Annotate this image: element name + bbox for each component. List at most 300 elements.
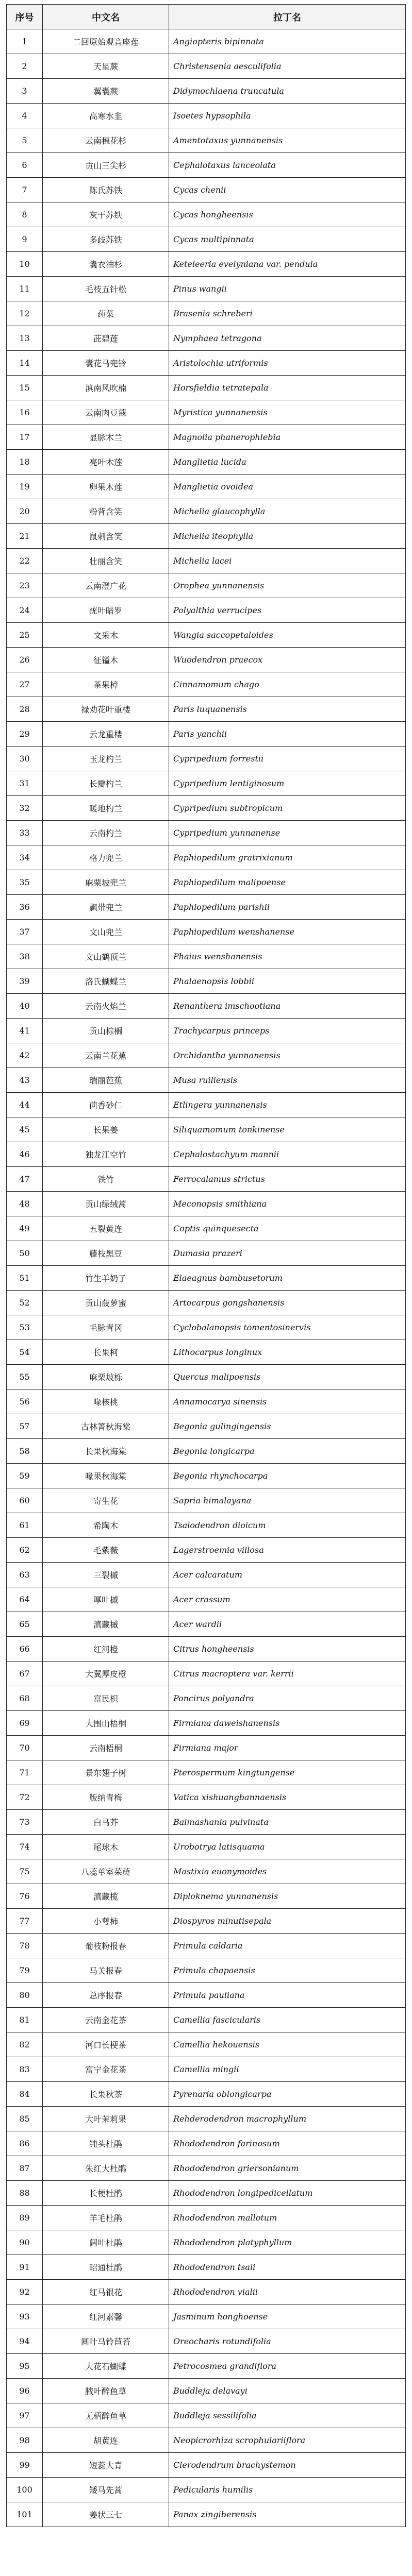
chinese-name-cell: 贡山三尖杉 bbox=[43, 153, 169, 178]
table-row bbox=[7, 1043, 406, 1068]
chinese-name-cell: 贡山绿绒蒿 bbox=[43, 1192, 169, 1216]
latin-name-cell: Manglietia ovoidea bbox=[169, 474, 406, 499]
latin-name-cell: Jasminum honghoense bbox=[169, 2304, 406, 2329]
chinese-name-cell: 毛脉青冈 bbox=[43, 1315, 169, 1340]
serial-number-cell: 34 bbox=[7, 845, 43, 870]
table-row bbox=[7, 2502, 406, 2527]
latin-name-cell: Dumasia prazeri bbox=[169, 1241, 406, 1266]
serial-number-cell: 95 bbox=[7, 2354, 43, 2379]
table-row bbox=[7, 1983, 406, 2008]
latin-name-cell: Acer calcaratum bbox=[169, 1563, 406, 1587]
chinese-name-cell: 葡枝粉报春 bbox=[43, 1934, 169, 1958]
table-row bbox=[7, 2008, 406, 2032]
latin-name-cell: Citrus macroptera var. kerrii bbox=[169, 1662, 406, 1686]
table-row bbox=[7, 1488, 406, 1513]
latin-name-cell: Primula chapaensis bbox=[169, 1958, 406, 1983]
table-row bbox=[7, 672, 406, 697]
chinese-name-cell: 羊毛杜鹃 bbox=[43, 2206, 169, 2230]
serial-number-cell: 7 bbox=[7, 178, 43, 202]
chinese-name-cell: 大叶茉莉果 bbox=[43, 2107, 169, 2131]
chinese-name-cell: 独龙江空竹 bbox=[43, 1142, 169, 1167]
table-row bbox=[7, 2206, 406, 2230]
table-row bbox=[7, 1538, 406, 1563]
latin-name-cell: Christensenia aesculifolia bbox=[169, 54, 406, 79]
table-body bbox=[7, 29, 406, 2527]
chinese-name-cell: 多歧苏铁 bbox=[43, 227, 169, 252]
table-row bbox=[7, 1612, 406, 1637]
latin-name-cell: Sapria himalayana bbox=[169, 1488, 406, 1513]
latin-name-cell: Cycas multipinnata bbox=[169, 227, 406, 252]
chinese-name-cell: 贡山棕榈 bbox=[43, 1019, 169, 1043]
latin-name-cell: Meconopsis smithiana bbox=[169, 1192, 406, 1216]
chinese-name-cell: 云南澄广花 bbox=[43, 573, 169, 598]
latin-name-cell: Primula caldaria bbox=[169, 1934, 406, 1958]
serial-number-cell: 19 bbox=[7, 474, 43, 499]
latin-name-cell: Siliquamomum tonkinense bbox=[169, 1117, 406, 1142]
serial-number-cell: 81 bbox=[7, 2008, 43, 2032]
table-header bbox=[7, 5, 406, 29]
chinese-name-cell: 卵果木莲 bbox=[43, 474, 169, 499]
serial-number-cell: 46 bbox=[7, 1142, 43, 1167]
latin-name-cell: Rhododendron vialii bbox=[169, 2280, 406, 2304]
table-row bbox=[7, 1389, 406, 1414]
serial-number-cell: 71 bbox=[7, 1760, 43, 1785]
latin-name-cell: Rhododendron mallotum bbox=[169, 2206, 406, 2230]
serial-number-cell: 52 bbox=[7, 1291, 43, 1315]
table-row bbox=[7, 128, 406, 153]
latin-name-cell: Paphiopedilum gratrixianum bbox=[169, 845, 406, 870]
latin-name-cell: Brasenia schreberi bbox=[169, 301, 406, 326]
serial-number-cell: 25 bbox=[7, 623, 43, 648]
serial-number-cell: 93 bbox=[7, 2304, 43, 2329]
table-row bbox=[7, 178, 406, 202]
table-row bbox=[7, 1884, 406, 1909]
latin-name-cell: Begonia longicarpa bbox=[169, 1439, 406, 1464]
chinese-name-cell: 长果秋海棠 bbox=[43, 1439, 169, 1464]
latin-name-cell: Wuodendron praecox bbox=[169, 648, 406, 672]
latin-name-cell: Phalaenopsis lobbii bbox=[169, 969, 406, 994]
serial-number-cell: 47 bbox=[7, 1167, 43, 1192]
latin-name-cell: Acer crassum bbox=[169, 1587, 406, 1612]
chinese-name-cell: 滇藏榄 bbox=[43, 1884, 169, 1909]
table-row bbox=[7, 771, 406, 796]
chinese-name-cell: 玉龙杓兰 bbox=[43, 747, 169, 771]
chinese-name-cell: 短蕊大青 bbox=[43, 2453, 169, 2478]
latin-name-cell: Rhododendron griersonianum bbox=[169, 2156, 406, 2181]
chinese-name-cell: 囊花马兜铃 bbox=[43, 351, 169, 376]
table-row bbox=[7, 2131, 406, 2156]
chinese-name-cell: 长果秋茶 bbox=[43, 2082, 169, 2107]
table-row bbox=[7, 2478, 406, 2502]
table-row bbox=[7, 277, 406, 301]
serial-number-cell: 28 bbox=[7, 697, 43, 722]
serial-number-cell: 41 bbox=[7, 1019, 43, 1043]
table-row bbox=[7, 474, 406, 499]
serial-number-cell: 68 bbox=[7, 1686, 43, 1711]
serial-number-cell: 14 bbox=[7, 351, 43, 376]
serial-number-cell: 77 bbox=[7, 1909, 43, 1934]
chinese-name-cell: 矮马先蒿 bbox=[43, 2478, 169, 2502]
serial-number-cell: 85 bbox=[7, 2107, 43, 2131]
serial-number-cell: 15 bbox=[7, 376, 43, 400]
table-row bbox=[7, 1958, 406, 1983]
serial-number-cell: 99 bbox=[7, 2453, 43, 2478]
latin-name-cell: Isoetes hypsophila bbox=[169, 104, 406, 128]
serial-number-cell: 73 bbox=[7, 1810, 43, 1835]
chinese-name-cell: 云龙重楼 bbox=[43, 722, 169, 747]
chinese-name-cell: 版纳青梅 bbox=[43, 1785, 169, 1810]
serial-number-cell: 84 bbox=[7, 2082, 43, 2107]
serial-number-cell: 55 bbox=[7, 1365, 43, 1389]
table-row bbox=[7, 573, 406, 598]
serial-number-cell: 36 bbox=[7, 895, 43, 920]
latin-name-cell: Phaius wenshanensis bbox=[169, 944, 406, 969]
serial-number-cell: 89 bbox=[7, 2206, 43, 2230]
latin-name-cell: Petrocosmea grandiflora bbox=[169, 2354, 406, 2379]
latin-name-cell: Magnolia phanerophlebia bbox=[169, 425, 406, 450]
serial-number-cell: 72 bbox=[7, 1785, 43, 1810]
chinese-name-cell: 厚叶槭 bbox=[43, 1587, 169, 1612]
table-row bbox=[7, 920, 406, 944]
chinese-name-cell: 征镒木 bbox=[43, 648, 169, 672]
chinese-name-cell: 总序报春 bbox=[43, 1983, 169, 2008]
latin-name-cell: Cyclobalanopsis tomentosinervis bbox=[169, 1315, 406, 1340]
serial-number-cell: 92 bbox=[7, 2280, 43, 2304]
latin-name-cell: Rehderodendron macrophyllum bbox=[169, 2107, 406, 2131]
table-row bbox=[7, 376, 406, 400]
table-row bbox=[7, 79, 406, 104]
latin-name-cell: Acer wardii bbox=[169, 1612, 406, 1637]
chinese-name-cell: 鼠刺含笑 bbox=[43, 524, 169, 549]
table-row bbox=[7, 1662, 406, 1686]
serial-number-cell: 76 bbox=[7, 1884, 43, 1909]
table-row bbox=[7, 153, 406, 178]
latin-name-cell: Cypripedium lentiginosum bbox=[169, 771, 406, 796]
table-row bbox=[7, 2280, 406, 2304]
serial-number-cell: 40 bbox=[7, 994, 43, 1019]
chinese-name-cell: 茴香砂仁 bbox=[43, 1093, 169, 1117]
chinese-name-cell: 八蕊单室茱萸 bbox=[43, 1859, 169, 1884]
chinese-name-cell: 大围山梧桐 bbox=[43, 1711, 169, 1736]
chinese-name-cell: 文山鹤顶兰 bbox=[43, 944, 169, 969]
table-row bbox=[7, 524, 406, 549]
serial-number-cell: 54 bbox=[7, 1340, 43, 1365]
serial-number-cell: 98 bbox=[7, 2428, 43, 2453]
serial-number-cell: 3 bbox=[7, 79, 43, 104]
latin-name-cell: Elaeagnus bambusetorum bbox=[169, 1266, 406, 1291]
latin-name-cell: Quercus malipoensis bbox=[169, 1365, 406, 1389]
serial-number-cell: 22 bbox=[7, 549, 43, 573]
chinese-name-cell: 暖地杓兰 bbox=[43, 796, 169, 821]
latin-name-cell: Buddleja delavayi bbox=[169, 2379, 406, 2403]
chinese-name-cell: 麻栗坡栎 bbox=[43, 1365, 169, 1389]
serial-number-cell: 69 bbox=[7, 1711, 43, 1736]
latin-name-cell: Amentotaxus yunnanensis bbox=[169, 128, 406, 153]
serial-number-cell: 63 bbox=[7, 1563, 43, 1587]
table-row bbox=[7, 2181, 406, 2206]
serial-number-cell: 61 bbox=[7, 1513, 43, 1538]
latin-name-cell: Manglietia lucida bbox=[169, 450, 406, 474]
latin-name-cell: Horsfieldia tetratepala bbox=[169, 376, 406, 400]
serial-number-cell: 26 bbox=[7, 648, 43, 672]
chinese-name-cell: 云南肉豆蔻 bbox=[43, 400, 169, 425]
serial-number-cell: 88 bbox=[7, 2181, 43, 2206]
table-row bbox=[7, 104, 406, 128]
table-row bbox=[7, 2453, 406, 2478]
latin-name-cell: Begonia rhynchocarpa bbox=[169, 1464, 406, 1488]
table-row bbox=[7, 549, 406, 573]
chinese-name-cell: 红河橙 bbox=[43, 1637, 169, 1662]
table-row bbox=[7, 1810, 406, 1835]
chinese-name-cell: 二回原始观音座莲 bbox=[43, 29, 169, 54]
table-row bbox=[7, 2354, 406, 2379]
table-row bbox=[7, 1785, 406, 1810]
latin-name-cell: Diploknema yunnanensis bbox=[169, 1884, 406, 1909]
serial-number-cell: 56 bbox=[7, 1389, 43, 1414]
latin-name-cell: Aristolochia utriformis bbox=[169, 351, 406, 376]
chinese-name-cell: 茈碧莲 bbox=[43, 326, 169, 351]
chinese-name-cell: 莼菜 bbox=[43, 301, 169, 326]
chinese-name-cell: 茶果樟 bbox=[43, 672, 169, 697]
latin-name-cell: Angiopteris bipinnata bbox=[169, 29, 406, 54]
chinese-name-cell: 胡黄连 bbox=[43, 2428, 169, 2453]
serial-number-cell: 60 bbox=[7, 1488, 43, 1513]
table-row bbox=[7, 845, 406, 870]
chinese-name-cell: 白马芥 bbox=[43, 1810, 169, 1835]
chinese-name-cell: 格力兜兰 bbox=[43, 845, 169, 870]
chinese-name-cell: 富民枳 bbox=[43, 1686, 169, 1711]
latin-name-cell: Tsaiodendron dioicum bbox=[169, 1513, 406, 1538]
serial-number-cell: 8 bbox=[7, 202, 43, 227]
serial-number-cell: 17 bbox=[7, 425, 43, 450]
serial-number-cell: 13 bbox=[7, 326, 43, 351]
latin-name-cell: Buddleja sessilifolia bbox=[169, 2403, 406, 2428]
table-row bbox=[7, 2304, 406, 2329]
table-row bbox=[7, 1563, 406, 1587]
latin-name-cell: Neopicrorhiza scrophulariiflora bbox=[169, 2428, 406, 2453]
chinese-name-cell: 寄生花 bbox=[43, 1488, 169, 1513]
table-row bbox=[7, 54, 406, 79]
chinese-name-cell: 囊衣油杉 bbox=[43, 252, 169, 277]
serial-number-cell: 94 bbox=[7, 2329, 43, 2354]
chinese-name-cell: 河口长梗茶 bbox=[43, 2032, 169, 2057]
chinese-name-cell: 滇藏槭 bbox=[43, 1612, 169, 1637]
serial-number-cell: 9 bbox=[7, 227, 43, 252]
latin-name-cell: Diospyros minutisepala bbox=[169, 1909, 406, 1934]
chinese-name-cell: 古林箐秋海棠 bbox=[43, 1414, 169, 1439]
table-row bbox=[7, 796, 406, 821]
serial-number-cell: 42 bbox=[7, 1043, 43, 1068]
latin-name-cell: Vatica xishuangbannaensis bbox=[169, 1785, 406, 1810]
chinese-name-cell: 亮叶木莲 bbox=[43, 450, 169, 474]
table-row bbox=[7, 351, 406, 376]
chinese-name-cell: 长瓣杓兰 bbox=[43, 771, 169, 796]
table-row bbox=[7, 1859, 406, 1884]
table-row bbox=[7, 1068, 406, 1093]
chinese-name-cell: 大翼厚皮橙 bbox=[43, 1662, 169, 1686]
serial-number-cell: 53 bbox=[7, 1315, 43, 1340]
latin-name-cell: Pedicularis humilis bbox=[169, 2478, 406, 2502]
latin-name-cell: Renanthera imschootiana bbox=[169, 994, 406, 1019]
chinese-name-cell: 显脉木兰 bbox=[43, 425, 169, 450]
table-row bbox=[7, 1340, 406, 1365]
table-row bbox=[7, 1216, 406, 1241]
latin-name-cell: Paphiopedilum wenshanense bbox=[169, 920, 406, 944]
table-row bbox=[7, 821, 406, 845]
serial-number-cell: 66 bbox=[7, 1637, 43, 1662]
latin-name-cell: Oreocharis rotundifolia bbox=[169, 2329, 406, 2354]
chinese-name-cell: 云南梧桐 bbox=[43, 1736, 169, 1760]
chinese-name-cell: 长梗杜鹃 bbox=[43, 2181, 169, 2206]
chinese-name-cell: 马关报春 bbox=[43, 1958, 169, 1983]
latin-name-cell: Myristica yunnanensis bbox=[169, 400, 406, 425]
latin-name-cell: Polyalthia verrucipes bbox=[169, 598, 406, 623]
latin-name-cell: Paris yanchii bbox=[169, 722, 406, 747]
serial-number-cell: 86 bbox=[7, 2131, 43, 2156]
serial-number-cell: 90 bbox=[7, 2230, 43, 2255]
table-row bbox=[7, 1686, 406, 1711]
serial-number-cell: 35 bbox=[7, 870, 43, 895]
latin-name-cell: Begonia gulingingensis bbox=[169, 1414, 406, 1439]
latin-name-cell: Etlingera yunnanensis bbox=[169, 1093, 406, 1117]
table-row bbox=[7, 1760, 406, 1785]
chinese-name-cell: 铁竹 bbox=[43, 1167, 169, 1192]
chinese-name-cell: 大花石蝴蝶 bbox=[43, 2354, 169, 2379]
chinese-name-cell: 圆叶马铃苣苔 bbox=[43, 2329, 169, 2354]
table-row bbox=[7, 1291, 406, 1315]
table-row bbox=[7, 648, 406, 672]
latin-name-cell: Rhododendron longipedicellatum bbox=[169, 2181, 406, 2206]
table-row bbox=[7, 598, 406, 623]
table-row bbox=[7, 2057, 406, 2082]
latin-name-cell: Artocarpus gongshanensis bbox=[169, 1291, 406, 1315]
chinese-name-cell: 喙果秋海棠 bbox=[43, 1464, 169, 1488]
latin-name-cell: Lagerstroemia villosa bbox=[169, 1538, 406, 1563]
latin-name-cell: Orchidantha yunnanensis bbox=[169, 1043, 406, 1068]
chinese-name-cell: 滇南风吹楠 bbox=[43, 376, 169, 400]
serial-number-cell: 44 bbox=[7, 1093, 43, 1117]
latin-name-cell: Cycas chenii bbox=[169, 178, 406, 202]
chinese-name-cell: 昭通杜鹃 bbox=[43, 2255, 169, 2280]
table-row bbox=[7, 326, 406, 351]
table-row bbox=[7, 1909, 406, 1934]
table-row bbox=[7, 301, 406, 326]
chinese-name-cell: 五裂黄连 bbox=[43, 1216, 169, 1241]
latin-name-cell: Cypripedium yunnanense bbox=[169, 821, 406, 845]
header-chinese-name: 中文名 bbox=[43, 5, 169, 29]
table-row bbox=[7, 1167, 406, 1192]
latin-name-cell: Paphiopedilum parishii bbox=[169, 895, 406, 920]
table-row bbox=[7, 994, 406, 1019]
latin-name-cell: Mastixia euonymoides bbox=[169, 1859, 406, 1884]
table-row bbox=[7, 2032, 406, 2057]
serial-number-cell: 59 bbox=[7, 1464, 43, 1488]
chinese-name-cell: 钝头杜鹃 bbox=[43, 2131, 169, 2156]
serial-number-cell: 6 bbox=[7, 153, 43, 178]
latin-name-cell: Annamocarya sinensis bbox=[169, 1389, 406, 1414]
chinese-name-cell: 长果柯 bbox=[43, 1340, 169, 1365]
chinese-name-cell: 喙核桃 bbox=[43, 1389, 169, 1414]
chinese-name-cell: 洛氏蝴蝶兰 bbox=[43, 969, 169, 994]
table-row bbox=[7, 1192, 406, 1216]
serial-number-cell: 51 bbox=[7, 1266, 43, 1291]
serial-number-cell: 100 bbox=[7, 2478, 43, 2502]
serial-number-cell: 18 bbox=[7, 450, 43, 474]
chinese-name-cell: 文山兜兰 bbox=[43, 920, 169, 944]
table-row bbox=[7, 1019, 406, 1043]
serial-number-cell: 23 bbox=[7, 573, 43, 598]
chinese-name-cell: 景东翅子树 bbox=[43, 1760, 169, 1785]
chinese-name-cell: 云南杓兰 bbox=[43, 821, 169, 845]
latin-name-cell: Panax zingiberensis bbox=[169, 2502, 406, 2527]
latin-name-cell: Rhododendron farinosum bbox=[169, 2131, 406, 2156]
serial-number-cell: 97 bbox=[7, 2403, 43, 2428]
serial-number-cell: 4 bbox=[7, 104, 43, 128]
serial-number-cell: 39 bbox=[7, 969, 43, 994]
chinese-name-cell: 飘带兜兰 bbox=[43, 895, 169, 920]
latin-name-cell: Cypripedium subtropicum bbox=[169, 796, 406, 821]
serial-number-cell: 62 bbox=[7, 1538, 43, 1563]
chinese-name-cell: 云南金花茶 bbox=[43, 2008, 169, 2032]
serial-number-cell: 58 bbox=[7, 1439, 43, 1464]
serial-number-cell: 75 bbox=[7, 1859, 43, 1884]
table-row bbox=[7, 1142, 406, 1167]
latin-name-cell: Firmiana daweishanensis bbox=[169, 1711, 406, 1736]
latin-name-cell: Trachycarpus princeps bbox=[169, 1019, 406, 1043]
latin-name-cell: Poncirus polyandra bbox=[169, 1686, 406, 1711]
chinese-name-cell: 尾球木 bbox=[43, 1835, 169, 1859]
latin-name-cell: Michelia iteophylla bbox=[169, 524, 406, 549]
serial-number-cell: 1 bbox=[7, 29, 43, 54]
chinese-name-cell: 长果姜 bbox=[43, 1117, 169, 1142]
header-serial-number: 序号 bbox=[7, 5, 43, 29]
chinese-name-cell: 云南穗花杉 bbox=[43, 128, 169, 153]
table-row bbox=[7, 1934, 406, 1958]
chinese-name-cell: 云南兰花蕉 bbox=[43, 1043, 169, 1068]
table-row bbox=[7, 400, 406, 425]
serial-number-cell: 49 bbox=[7, 1216, 43, 1241]
chinese-name-cell: 无柄醉鱼草 bbox=[43, 2403, 169, 2428]
serial-number-cell: 45 bbox=[7, 1117, 43, 1142]
table-row bbox=[7, 944, 406, 969]
table-row bbox=[7, 2107, 406, 2131]
table-row bbox=[7, 1365, 406, 1389]
chinese-name-cell: 竹生羊奶子 bbox=[43, 1266, 169, 1291]
table-row bbox=[7, 1587, 406, 1612]
table-row bbox=[7, 1439, 406, 1464]
table-row bbox=[7, 1637, 406, 1662]
latin-name-cell: Cinnamomum chago bbox=[169, 672, 406, 697]
latin-name-cell: Firmiana major bbox=[169, 1736, 406, 1760]
serial-number-cell: 80 bbox=[7, 1983, 43, 2008]
latin-name-cell: Nymphaea tetragona bbox=[169, 326, 406, 351]
table-row bbox=[7, 2329, 406, 2354]
chinese-name-cell: 腋叶醉鱼草 bbox=[43, 2379, 169, 2403]
serial-number-cell: 87 bbox=[7, 2156, 43, 2181]
chinese-name-cell: 禄劝花叶重楼 bbox=[43, 697, 169, 722]
serial-number-cell: 101 bbox=[7, 2502, 43, 2527]
table-row bbox=[7, 1117, 406, 1142]
latin-name-cell: Coptis quinquesecta bbox=[169, 1216, 406, 1241]
serial-number-cell: 64 bbox=[7, 1587, 43, 1612]
serial-number-cell: 24 bbox=[7, 598, 43, 623]
serial-number-cell: 30 bbox=[7, 747, 43, 771]
serial-number-cell: 91 bbox=[7, 2255, 43, 2280]
serial-number-cell: 65 bbox=[7, 1612, 43, 1637]
table-row bbox=[7, 870, 406, 895]
latin-name-cell: Baimashania pulvinata bbox=[169, 1810, 406, 1835]
latin-name-cell: Rhododendron platyphyllum bbox=[169, 2230, 406, 2255]
